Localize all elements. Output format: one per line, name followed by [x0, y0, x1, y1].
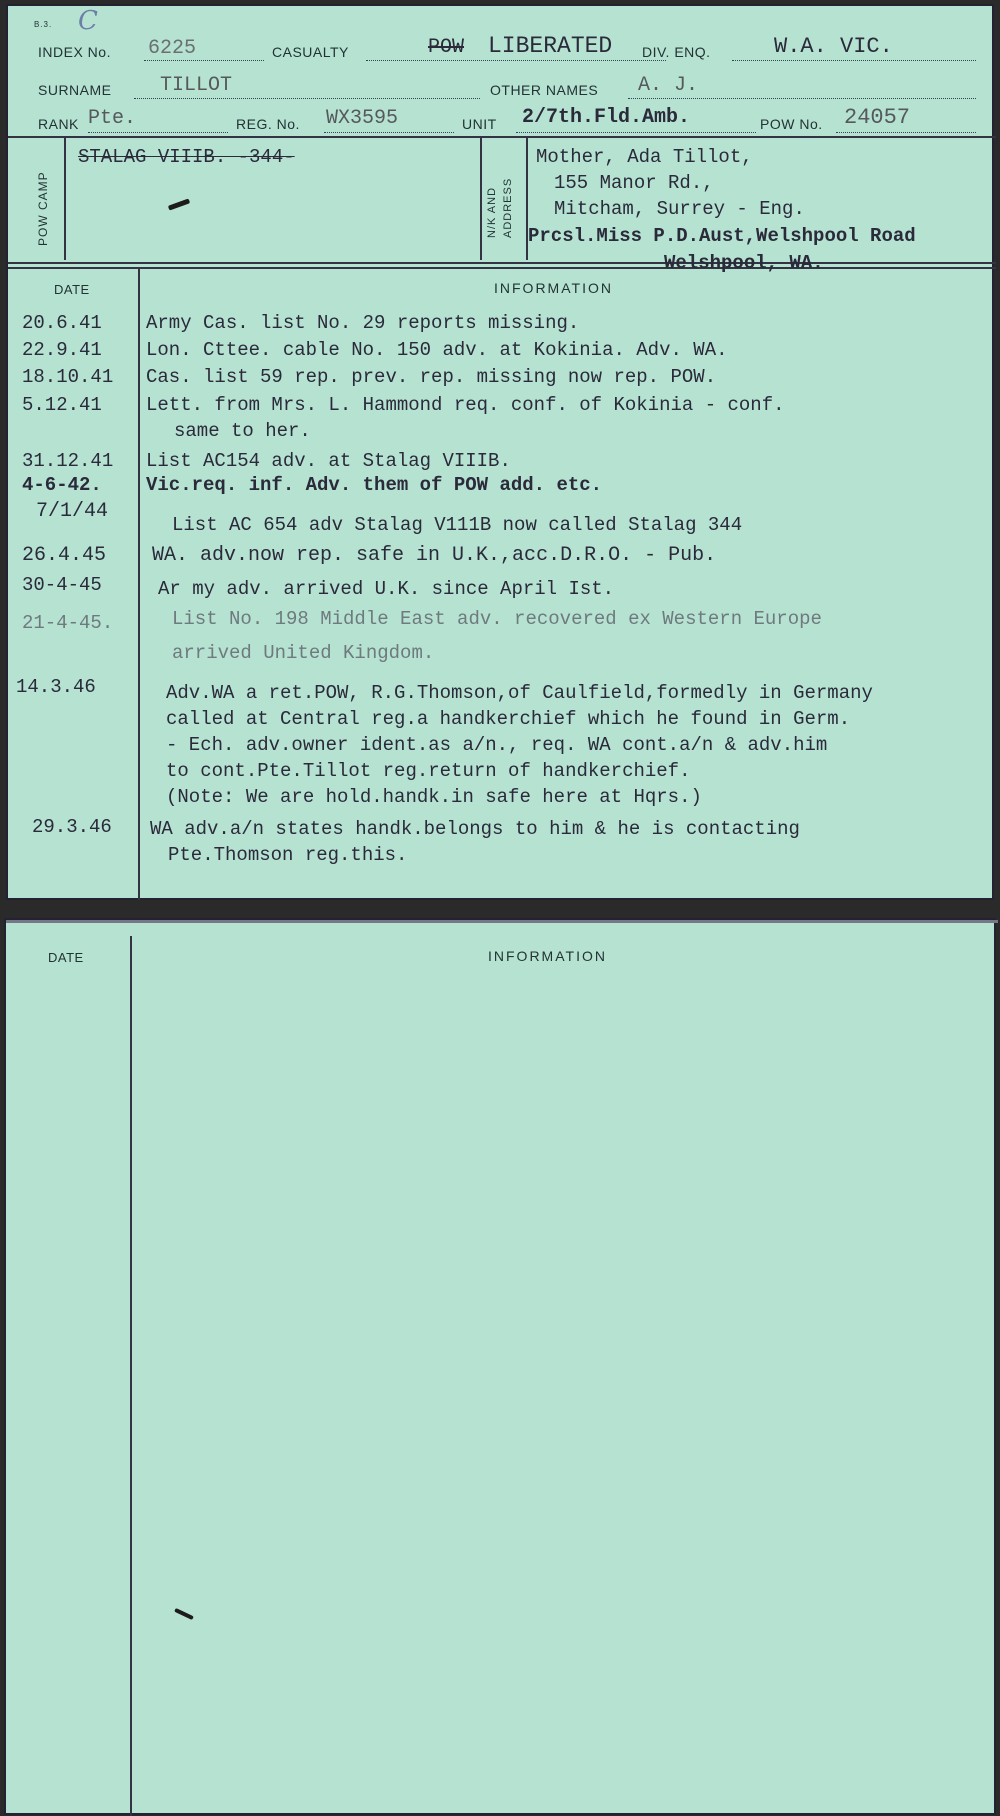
div-value: W.A. VIC. — [774, 34, 893, 59]
row-info: to cont.Pte.Tillot reg.return of handkerchief. — [166, 760, 691, 782]
date-header: DATE — [54, 282, 90, 297]
row-info: List AC154 adv. at Stalag VIIIB. — [146, 450, 511, 472]
index-value: 6225 — [148, 37, 197, 60]
row-info: (Note: We are hold.handk.in safe here at Hqrs.) — [166, 786, 702, 808]
row-info: called at Central reg.a handkerchief which he found in Germ. — [166, 708, 851, 730]
row-info: Cas. list 59 rep. prev. rep. missing now rep. POW. — [146, 366, 717, 388]
row-date: 30-4-45 — [22, 574, 102, 596]
address-line-1: Mother, Ada Tillot, — [536, 146, 753, 168]
back-information-header: INFORMATION — [488, 948, 607, 964]
casualty-value: LIBERATED — [488, 33, 613, 59]
row-date: 4-6-42. — [22, 474, 102, 496]
row-info: - Ech. adv.owner ident.as a/n., req. WA cont.a/n & adv.him — [166, 734, 828, 756]
row-info: List No. 198 Middle East adv. recovered ex Western Europe — [172, 608, 822, 630]
ink-mark — [174, 1608, 194, 1620]
surname-label: SURNAME — [38, 82, 112, 98]
address-line-5: Welshpool, WA. — [664, 252, 824, 274]
row-date: 31.12.41 — [22, 450, 114, 472]
rank-label: RANK — [38, 116, 79, 132]
row-info: List AC 654 adv Stalag V111B now called Stalag 344 — [172, 514, 743, 536]
back-date-header: DATE — [48, 950, 84, 965]
unit-value: 2/7th.Fld.Amb. — [522, 106, 691, 129]
row-date: 26.4.45 — [22, 544, 107, 567]
form-code: B.3. — [34, 20, 53, 29]
rank-value: Pte. — [88, 107, 137, 130]
casualty-struck: POW — [428, 36, 465, 59]
index-label: INDEX No. — [38, 44, 111, 60]
row-info: Lon. Cttee. cable No. 150 adv. at Kokinia. Adv. WA. — [146, 339, 728, 361]
row-info: same to her. — [174, 420, 311, 442]
pow-camp-label: POW CAMP — [36, 171, 50, 246]
row-info: Vic.req. inf. Adv. them of POW add. etc. — [146, 474, 603, 496]
row-info: Army Cas. list No. 29 reports missing. — [146, 312, 580, 334]
address-label: ADDRESS — [502, 177, 514, 238]
row-info: arrived United Kingdom. — [172, 642, 435, 664]
div-label: DIV. ENQ. — [642, 44, 711, 60]
row-date: 14.3.46 — [16, 676, 96, 698]
other-names-label: OTHER NAMES — [490, 82, 599, 98]
information-header: INFORMATION — [494, 280, 613, 296]
row-info: WA. adv.now rep. safe in U.K.,acc.D.R.O. - Pub. — [152, 544, 717, 567]
index-card-front — [6, 4, 994, 900]
nk-label: N/K AND — [486, 186, 498, 238]
address-line-3: Mitcham, Surrey - Eng. — [554, 198, 805, 220]
ink-mark — [168, 198, 190, 210]
row-info: Ar my adv. arrived U.K. since April Ist. — [158, 578, 615, 600]
row-info: Pte.Thomson reg.this. — [168, 844, 408, 866]
address-line-2: 155 Manor Rd., — [554, 172, 714, 194]
surname-value: TILLOT — [160, 74, 233, 97]
pow-no-label: POW No. — [760, 116, 823, 132]
index-card-back — [4, 918, 996, 1815]
row-date: 7/1/44 — [36, 500, 109, 523]
row-date: 20.6.41 — [22, 312, 102, 334]
row-info: WA adv.a/n states handk.belongs to him & he is contacting — [150, 818, 800, 840]
pow-no-value: 24057 — [844, 105, 911, 130]
handwritten-mark: C — [78, 6, 98, 36]
unit-label: UNIT — [462, 116, 497, 132]
row-date: 18.10.41 — [22, 366, 114, 388]
row-date: 29.3.46 — [32, 816, 112, 838]
pow-camp-value: STALAG VIIIB. -344- — [78, 146, 295, 168]
row-info: Adv.WA a ret.POW, R.G.Thomson,of Caulfield,formedly in Germany — [166, 682, 873, 704]
reg-no-value: WX3595 — [326, 107, 399, 130]
reg-no-label: REG. No. — [236, 116, 300, 132]
other-names-value: A. J. — [638, 74, 699, 97]
row-date: 22.9.41 — [22, 339, 102, 361]
row-date: 21-4-45. — [22, 612, 114, 634]
address-line-4: Prcsl.Miss P.D.Aust,Welshpool Road — [528, 225, 916, 247]
row-info: Lett. from Mrs. L. Hammond req. conf. of Kokinia - conf. — [146, 394, 785, 416]
row-date: 5.12.41 — [22, 394, 102, 416]
casualty-label: CASUALTY — [272, 44, 349, 60]
